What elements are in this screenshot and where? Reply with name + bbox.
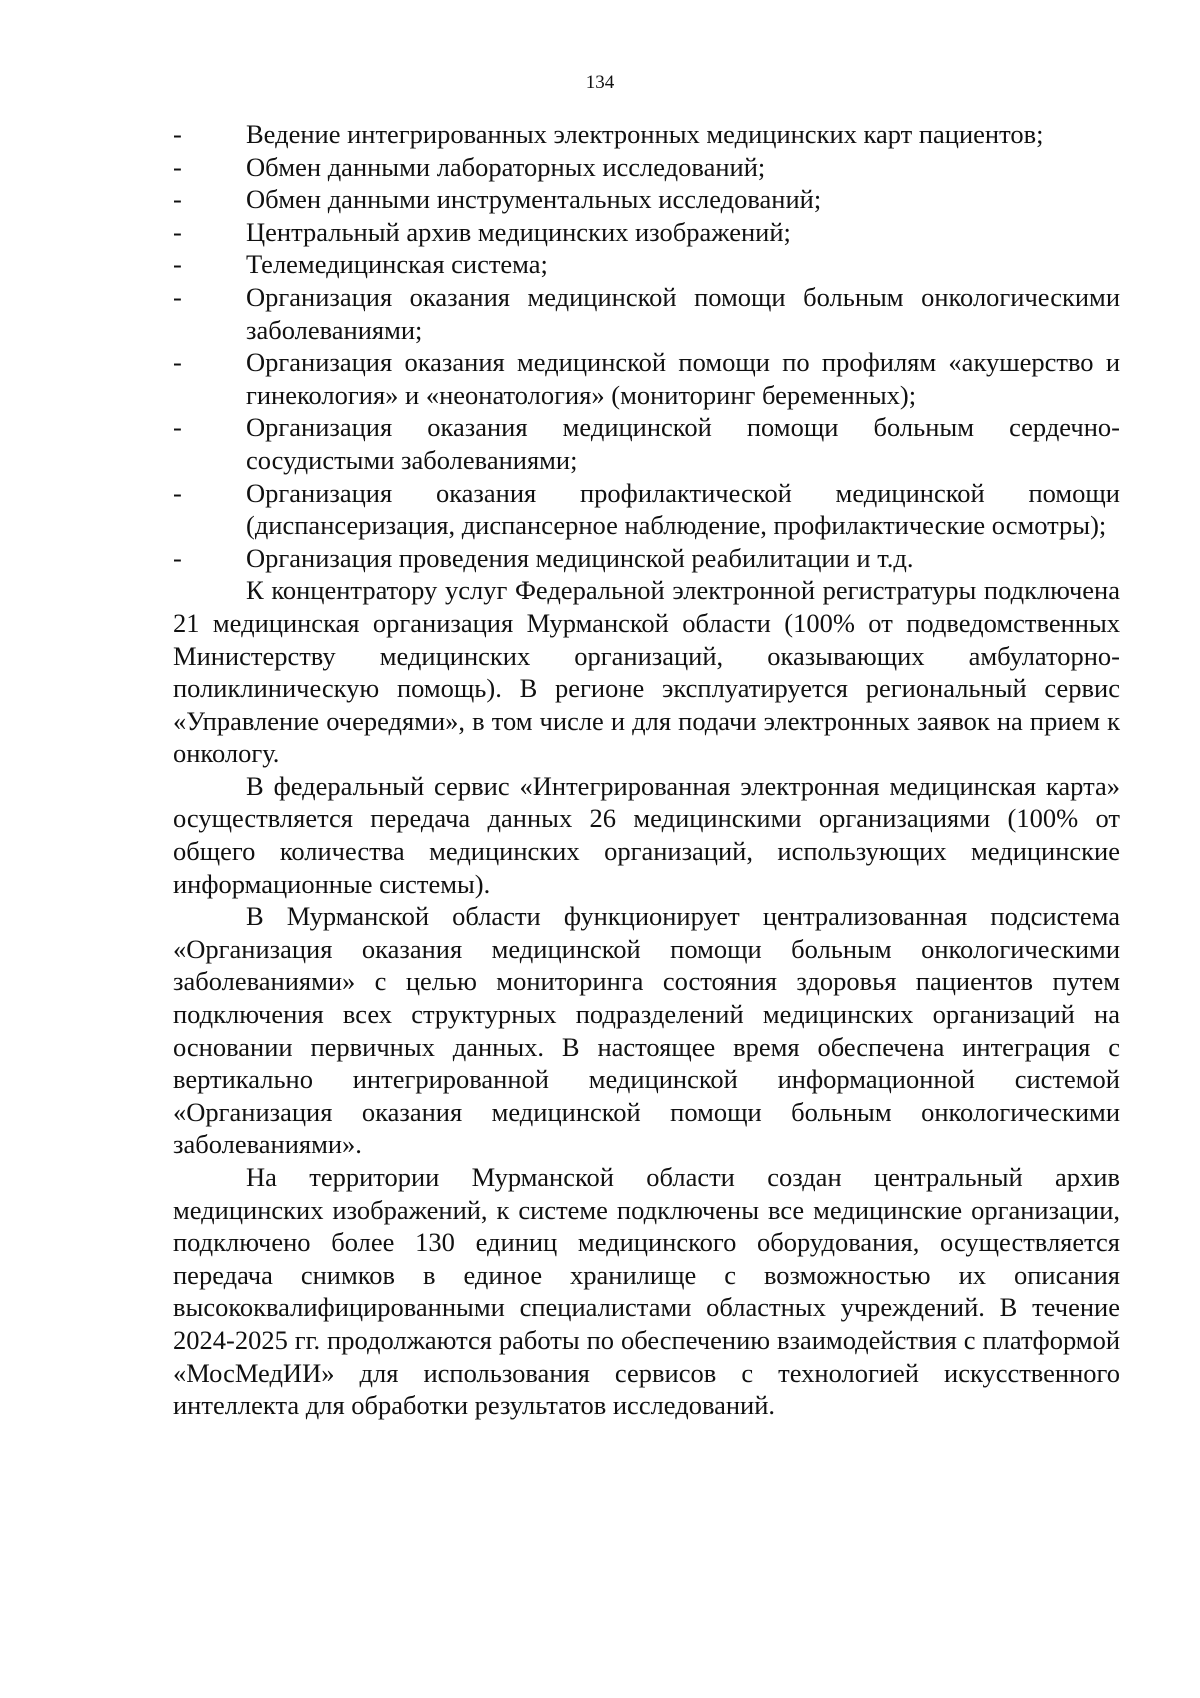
list-item [173,248,1120,281]
list-item-text: Организация проведения медицинской реабилитации и т.д. [246,542,914,573]
list-item-text: Организация оказания профилактической медицинской помощи (диспансеризация, диспансерное наблюдение, профилактические осмотры); [246,477,1120,541]
list-item [173,477,1120,542]
list-item-text: Телемедицинская система; [246,249,548,280]
list-item-text: Ведение интегрированных электронных медицинских карт пациентов; [246,119,1044,149]
bullet-marker: - [173,347,182,378]
list-item-text: Обмен данными лабораторных исследований; [246,151,766,182]
document-body [173,118,1120,1422]
list-item [173,151,1120,184]
list-item [173,118,1120,151]
paragraph-iemk: В федеральный сервис «Интегрированная электронная медицинская карта» осуществляется передача данных 26 медицинскими организациями (100% от общего количества медицинских организаций, использующих медицинские информационные системы). [173,770,1120,899]
bullet-marker: - [173,542,182,573]
paragraph-registry: К концентратору услуг Федеральной электронной регистратуры подключена 21 медицинская организация Мурманской области (100% от подведомственных Министерству медицинских организаций, оказывающих амбулаторно-поликлиническую помощь). В регионе эксплуатируется региональный сервис «Управление очередями», в том числе и для подачи электронных заявок на прием к онкологу. [173,575,1120,769]
list-item [173,346,1120,411]
bullet-marker: - [173,151,182,182]
paragraph-oncology: В Мурманской области функционирует централизованная подсистема «Организация оказания медицинской помощи больным онкологическими заболеваниями» с целью мониторинга состояния здоровья пациентов путем подключения всех структурных подразделений медицинских организаций на основании первичных данных. В настоящее время обеспечена интеграция с вертикально интегрированной медицинской информационной системой «Организация оказания медицинской помощи больным онкологическими заболеваниями». [173,901,1120,1160]
list-item-text: Центральный архив медицинских изображений; [246,216,791,247]
list-item-text: Организация оказания медицинской помощи больным сердечно-сосудистыми заболеваниями; [246,412,1120,475]
bullet-marker: - [173,216,182,247]
bullet-marker: - [173,281,182,312]
list-item [173,281,1120,346]
list-item [173,183,1120,216]
bullet-marker: - [173,119,182,149]
bullet-list [173,118,1120,574]
page-number: 134 [585,72,615,93]
bullet-marker: - [173,249,182,280]
paragraph-image-archive: На территории Мурманской области создан центральный архив медицинских изображений, к системе подключены все медицинские организации, подключено более 130 единиц медицинского оборудования, осуществляется передача снимков в единое хранилище с возможностью их описания высококвалифицированными специалистами областных учреждений. В течение 2024-2025 гг. продолжаются работы по обеспечению взаимодействия с платформой «МосМедИИ» для использования сервисов с технологией искусственного интеллекта для обработки результатов исследований. [173,1162,1120,1421]
list-item-text: Организация оказания медицинской помощи больным онкологическими заболеваниями; [246,281,1120,345]
list-item [173,216,1120,249]
bullet-marker: - [173,477,182,508]
bullet-marker: - [173,412,182,443]
list-item-text: Организация оказания медицинской помощи по профилям «акушерство и гинекология» и «неонатология» (мониторинг беременных); [246,347,1120,410]
list-item-text: Обмен данными инструментальных исследований; [246,184,822,215]
list-item [173,411,1120,476]
bullet-marker: - [173,184,182,215]
list-item [173,542,1120,575]
